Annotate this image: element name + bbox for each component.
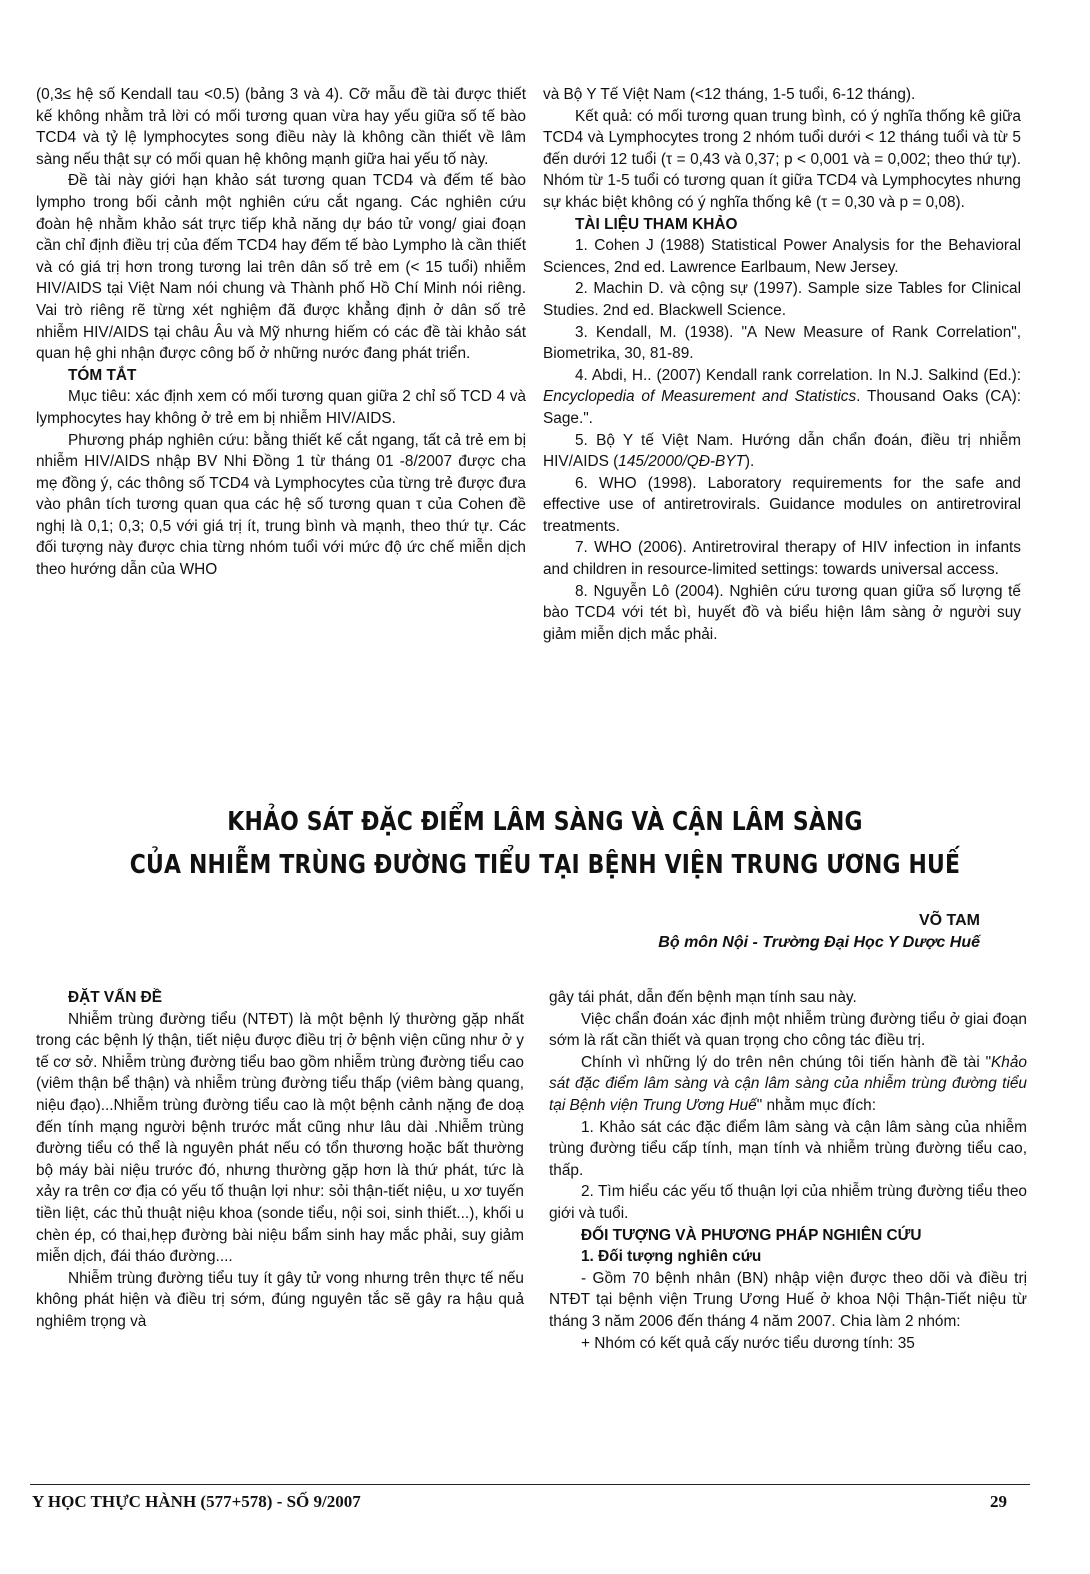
footer-divider bbox=[30, 1484, 1030, 1485]
paragraph: + Nhóm có kết quả cấy nước tiểu dương tính: 35 bbox=[581, 1334, 915, 1352]
page-number: 29 bbox=[990, 1492, 1007, 1511]
paragraph: 2. Tìm hiểu các yếu tố thuận lợi của nhiễm trùng đường tiểu theo giới và tuổi. bbox=[549, 1183, 1027, 1222]
paragraph: Kết quả: có mối tương quan trung bình, có ý nghĩa thống kê giữa TCD4 và Lymphocytes trong 2 nhóm tuổi dưới < 12 tháng tuổi và từ 5 đến dưới 12 tuổi (τ = 0,43 và 0,37; p < 0,001 và = 0,002; theo thứ tự). Nhóm từ 1-5 tuổi có tương quan ít giữa TCD4 và Lymphocytes nhưng sự khác biệt không có ý nghĩa thống kê (τ = 0,30 và p = 0,08). bbox=[543, 107, 1021, 211]
reference-item: 8. Nguyễn Lô (2004). Nghiên cứu tương quan giữa số lượng tế bào TCD4 với tét bì, huyết đồ và biểu hiện lâm sàng ở người suy giảm miễn dịch mắc phải. bbox=[543, 582, 1021, 643]
paragraph: 1. Khảo sát các đặc điểm lâm sàng và cận lâm sàng của nhiễm trùng đường tiểu cấp tính, mạn tính và nhiễm trùng đường tiểu cao, thấp. bbox=[549, 1118, 1027, 1179]
reference-text: 4. Abdi, H.. (2007) Kendall rank correlation. In N.J. Salkind (Ed.): bbox=[575, 366, 1021, 384]
author-affiliation: Bộ môn Nội - Trường Đại Học Y Dược Huế bbox=[658, 934, 980, 951]
paragraph-italic: Khảo sát đặc điểm lâm sàng và cận lâm sàng của nhiễm trùng đường tiểu tại Bệnh viện Trung Ương Huế bbox=[549, 1053, 1027, 1114]
right-column-new-article bbox=[549, 987, 1027, 1354]
article-title-line-1: KHẢO SÁT ĐẶC ĐIỂM LÂM SÀNG VÀ CẬN LÂM SÀNG bbox=[227, 807, 863, 837]
paragraph: và Bộ Y Tế Việt Nam (<12 tháng, 1-5 tuổi, 6-12 tháng). bbox=[543, 86, 916, 103]
author-block bbox=[560, 910, 980, 954]
left-column-previous-article bbox=[36, 84, 526, 581]
reference-italic: 145/2000/QĐ-BYT bbox=[618, 453, 745, 471]
paragraph: - Gồm 70 bệnh nhân (BN) nhập viện được theo dõi và điều trị NTĐT tại bệnh viện Trung Ương Huế ở khoa Nội Thận-Tiết niệu từ tháng 3 năm 2006 đến tháng 4 năm 2007. Chia làm 2 nhóm: bbox=[549, 1269, 1027, 1330]
paragraph bbox=[549, 1052, 1027, 1117]
section-heading-references: TÀI LIỆU THAM KHẢO bbox=[575, 215, 738, 233]
subsection-heading: 1. Đối tượng nghiên cứu bbox=[581, 1248, 762, 1266]
section-heading-introduction: ĐẶT VẤN ĐỀ bbox=[68, 989, 163, 1006]
paragraph-text: " nhằm mục đích: bbox=[756, 1096, 876, 1114]
section-heading-summary: TÓM TẮT bbox=[68, 366, 137, 384]
right-column-previous-article bbox=[543, 84, 1021, 645]
section-heading-methods: ĐỐI TƯỢNG VÀ PHƯƠNG PHÁP NGHIÊN CỨU bbox=[581, 1226, 922, 1244]
paragraph: Việc chẩn đoán xác định một nhiễm trùng đường tiểu ở giai đoạn sớm là rất cần thiết và quan trọng cho công tác điều trị. bbox=[549, 1010, 1027, 1050]
reference-text: 5. Bộ Y tế Việt Nam. Hướng dẫn chẩn đoán, điều trị nhiễm HIV/AIDS ( bbox=[543, 431, 1021, 471]
paragraph: Đề tài này giới hạn khảo sát tương quan TCD4 và đếm tế bào lympho trong bối cảnh một nghiên cứu cắt ngang. Các nghiên cứu đoàn hệ nhằm khảo sát trực tiếp khả năng dự báo tử vong/ giai đoạn cần chỉ định điều trị của đếm TCD4 hay đếm tế bào Lympho là cần thiết và có giá trị hơn trong tương lai trên dân số trẻ em (< 15 tuổi) nhiễm HIV/AIDS tại Việt Nam nói chung và Thành phố Hồ Chí Minh nói riêng. Vai trò riêng rẽ từng xét nghiệm đã được khẳng định ở dân số trẻ nhiễm HIV/AIDS tại châu Âu và Mỹ nhưng hiếm có các đề tài khảo sát quan hệ ghi nhận được công bố ở những nước đang phát triển. bbox=[36, 172, 526, 363]
paragraph: Phương pháp nghiên cứu: bằng thiết kế cắt ngang, tất cả trẻ em bị nhiễm HIV/AIDS nhập BV Nhi Đồng 1 từ tháng 01 -8/2007 được cha mẹ đồng ý, các thông số TCD4 và Lymphocytes của từng trẻ được đưa vào phân tích tương quan qua các hệ số tương quan τ của Cohen đề nghị là 0,1; 0,3; 0,5 với giá trị ít, trung bình và mạnh, theo thứ tự. Các đối tượng này được chia từng nhóm tuổi với mức độ ức chế miễn dịch theo hướng dẫn của WHO bbox=[36, 431, 526, 579]
author-name: VÕ TAM bbox=[918, 912, 980, 929]
article-title-line-2: CỦA NHIỄM TRÙNG ĐƯỜNG TIỂU TẠI BỆNH VIỆN TRUNG ƯƠNG HUẾ bbox=[129, 850, 961, 880]
reference-item: 7. WHO (2006). Antiretroviral therapy of HIV infection in infants and children in resource-limited settings: towards universal access. bbox=[543, 539, 1021, 579]
paragraph: Nhiễm trùng đường tiểu (NTĐT) là một bệnh lý thường gặp nhất trong các bệnh lý thận, tiết niệu được điều trị ở bệnh viện cũng như ở y tế cơ sở. Nhiễm trùng đường tiểu bao gồm nhiễm trùng đường tiểu cao (viêm thận bể thận) và nhiễm trùng đường tiểu thấp (viêm bàng quang, niệu đạo)...Nhiễm trùng đường tiểu cao là một bệnh cảnh nặng đe doạ đến tính mạng người bệnh trước mắt cũng như lâu dài .Nhiễm trùng đường tiểu có thể là nguyên phát nếu có tổn thương hoặc bất thường bộ máy bài niệu trước đó, nhưng thường gặp hơn là thứ phát, tức là xảy ra trên cơ địa có yếu tố thuận lợi như: sỏi thận-tiết niệu, u xơ tuyến tiền liệt, các thủ thuật niệu khoa (sonde tiểu, nội soi, sinh thiết...), khối u chèn ép, có thai,hẹp đường bài niệu bẩm sinh hay mắc phải, suy giảm miễn dịch, đái tháo đường.... bbox=[36, 1010, 524, 1266]
paragraph-text: Chính vì những lý do trên nên chúng tôi tiến hành đề tài " bbox=[581, 1053, 992, 1071]
paragraph: Mục tiêu: xác định xem có mối tương quan giữa 2 chỉ số TCD 4 và lymphocytes hay không ở trẻ em bị nhiễm HIV/AIDS. bbox=[36, 388, 526, 427]
paragraph: (0,3≤ hệ số Kendall tau <0.5) (bảng 3 và 4). Cỡ mẫu đề tài được thiết kế không nhằm trả lời có mối tương quan vừa hay yếu giữa số tế bào TCD4 và tỷ lệ lymphocytes song điều này là không cần thiết về lâm sàng nếu thật sự có mối quan hệ không mạnh giữa hai yếu tố này. bbox=[36, 86, 526, 168]
journal-footer: Y HỌC THỰC HÀNH (577+578) - SỐ 9/2007 bbox=[32, 1492, 361, 1511]
paragraph: gây tái phát, dẫn đến bệnh mạn tính sau này. bbox=[549, 989, 857, 1006]
reference-text: . Thousand Oaks (CA): Sage.". bbox=[543, 388, 1021, 427]
reference-text: ). bbox=[744, 453, 755, 471]
left-column-new-article bbox=[36, 987, 524, 1333]
paragraph: Nhiễm trùng đường tiểu tuy ít gây tử vong nhưng trên thực tế nếu không phát hiện và điều trị sớm, đúng nguyên tắc sẽ gây ra hậu quả nghiêm trọng và bbox=[36, 1269, 524, 1330]
reference-item: 1. Cohen J (1988) Statistical Power Analysis for the Behavioral Sciences, 2nd ed. Lawrence Earlbaum, New Jersey. bbox=[543, 237, 1021, 276]
reference-item bbox=[543, 365, 1021, 430]
reference-item: 2. Machin D. và cộng sự (1997). Sample size Tables for Clinical Studies. 2nd ed. Blackwell Science. bbox=[543, 280, 1021, 319]
reference-item bbox=[543, 430, 1021, 473]
reference-italic: Encyclopedia of Measurement and Statistics bbox=[543, 388, 857, 406]
reference-item: 3. Kendall, M. (1938). "A New Measure of Rank Correlation", Biometrika, 30, 81-89. bbox=[543, 323, 1021, 363]
reference-item: 6. WHO (1998). Laboratory requirements for the safe and effective use of antiretrovirals. Guidance modules on antiretroviral treatments. bbox=[543, 474, 1021, 535]
